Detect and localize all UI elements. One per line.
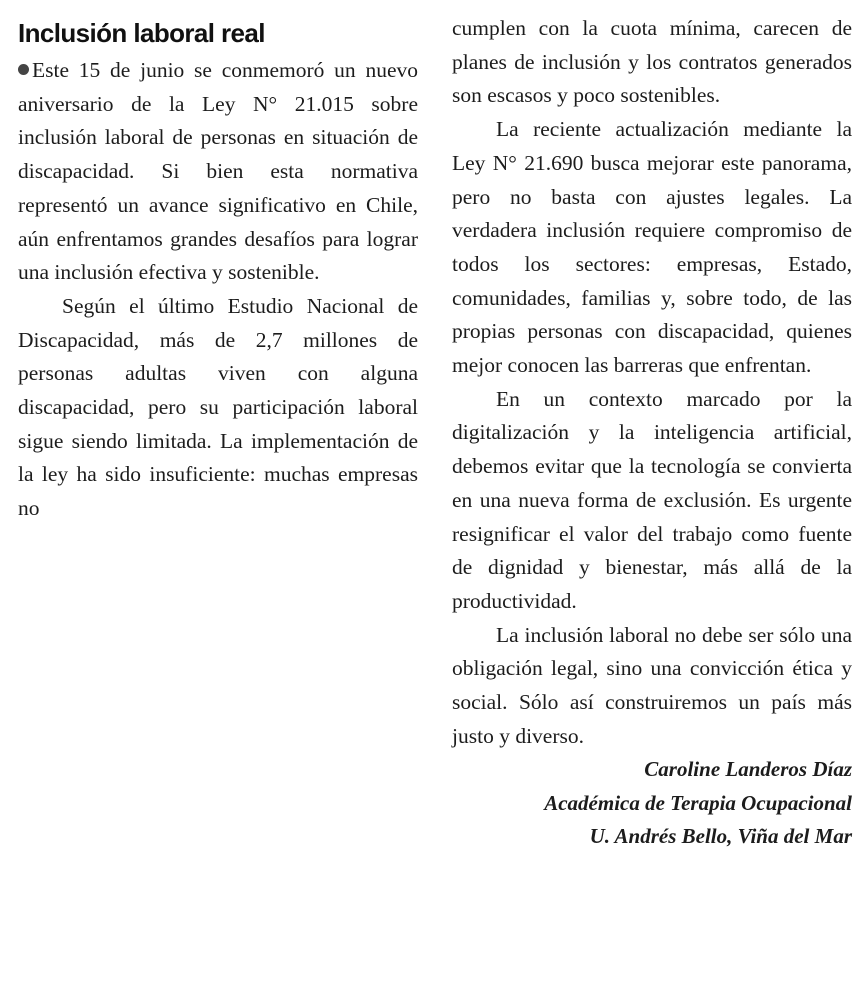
body-paragraph-3: cumplen con la cuota mínima, carecen de planes de inclusión y los contratos generados son escasos y poco sostenibles.: [452, 16, 852, 108]
bullet-icon: [18, 64, 29, 75]
body-paragraph-1: [18, 54, 418, 290]
author-affiliation: U. Andrés Bello, Viña del Mar: [589, 824, 852, 849]
author-role: Académica de Terapia Ocupacional: [544, 790, 852, 815]
body-paragraph-5: En un contexto marcado por la digitalización y la inteligencia artificial, debemos evitar que la tecnología se convierta en una nueva forma de exclusión. Es urgente resignificar el valor del trabajo como fuente de dignidad y bienestar, más allá de la productividad.: [452, 386, 852, 613]
left-column: [18, 18, 418, 526]
article-title: Inclusión laboral real: [18, 18, 265, 48]
body-paragraph-4: La reciente actualización mediante la Ley N° 21.690 busca mejorar este panorama, pero no basta con ajustes legales. La verdadera inclusión requiere compromiso de todos los sectores: empresas, Estado, comunidades, familias y, sobre todo, de las propias personas con discapacidad, quienes mejor conocen las barreras que enfrentan.: [452, 117, 852, 378]
signature-block: [452, 753, 852, 854]
right-column: [452, 18, 852, 854]
body-paragraph-1-text: Este 15 de junio se conmemoró un nuevo aniversario de la Ley N° 21.015 sobre inclusión laboral de personas en situación de discapacidad. Si bien esta normativa representó un avance significativo en Chile, aún enfrentamos grandes desafíos para lograr una inclusión efectiva y sostenible.: [18, 58, 418, 285]
author-name: Caroline Landeros Díaz: [644, 757, 852, 782]
body-paragraph-6: La inclusión laboral no debe ser sólo una obligación legal, sino una convicción ética y social. Sólo así construiremos un país más justo y diverso.: [452, 622, 852, 748]
body-paragraph-2: Según el último Estudio Nacional de Discapacidad, más de 2,7 millones de personas adultas viven con alguna discapacidad, pero su participación laboral sigue siendo limitada. La implementación de la ley ha sido insuficiente: muchas empresas no: [18, 293, 418, 521]
